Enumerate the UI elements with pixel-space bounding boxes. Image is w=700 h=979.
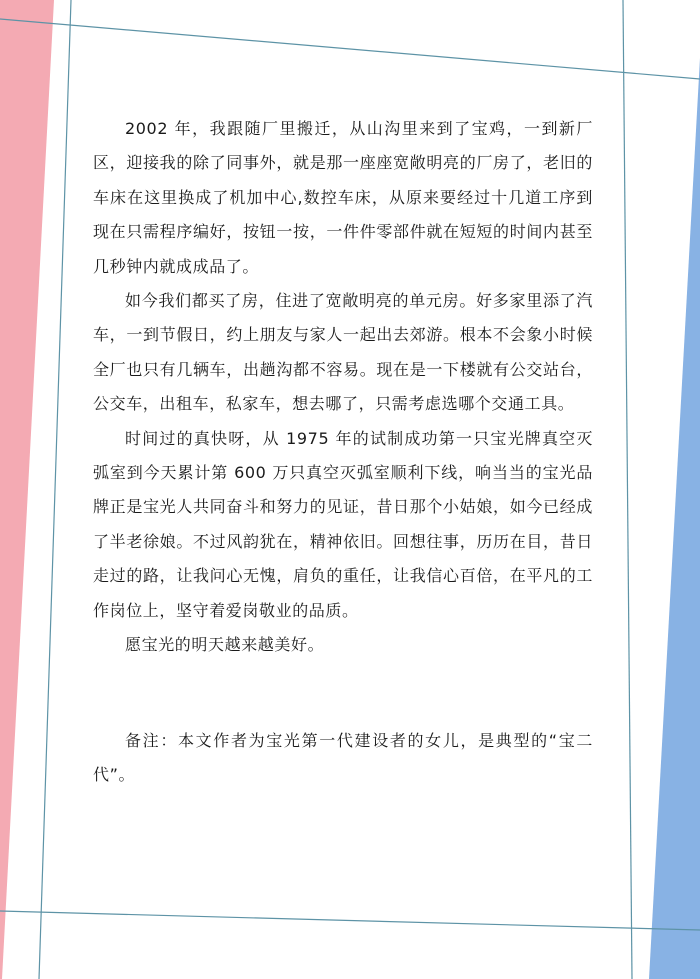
article-body (93, 112, 593, 792)
paragraph-housing: 如今我们都买了房，住进了宽敞明亮的单元房。好多家里添了汽车，一到节假日，约上朋友与家人一起出去郊游。根本不会象小时候全厂也只有几辆车，出趟沟都不容易。现在是一下楼就有公交站台，公交车，出租车，私家车，想去哪了，只需考虑选哪个交通工具。 (93, 291, 593, 414)
blue-band (649, 58, 700, 979)
frame-line-right (623, 0, 632, 979)
author-note: 备注：本文作者为宝光第一代建设者的女儿，是典型的“宝二代”。 (93, 730, 593, 784)
pink-band (0, 0, 54, 979)
frame-line-top (0, 19, 700, 79)
frame-line-bottom (0, 911, 700, 930)
paragraph-history: 时间过的真快呀，从 1975 年的试制成功第一只宝光牌真空灭弧室到今天累计第 600 万只真空灭弧室顺利下线，响当当的宝光品牌正是宝光人共同奋斗和努力的见证，昔日那个小姑娘，如今已经成了半老徐娘。不过风韵犹在，精神依旧。回想往事，历历在目，昔日走过的路，让我问心无愧，肩负的重任，让我信心百倍，在平凡的工作岗位上，坚守着爱岗敬业的品质。 (93, 428, 593, 620)
paragraph-wish: 愿宝光的明天越来越美好。 (125, 635, 325, 655)
paragraph-relocation: 2002 年，我跟随厂里搬迁，从山沟里来到了宝鸡，一到新厂区，迎接我的除了同事外，就是那一座座宽敞明亮的厂房了，老旧的车床在这里换成了机加中心,数控车床，从原来要经过十几道工序到现在只需程序编好，按钮一按，一件件零部件就在短短的时间内甚至几秒钟内就成成品了。 (93, 119, 593, 276)
